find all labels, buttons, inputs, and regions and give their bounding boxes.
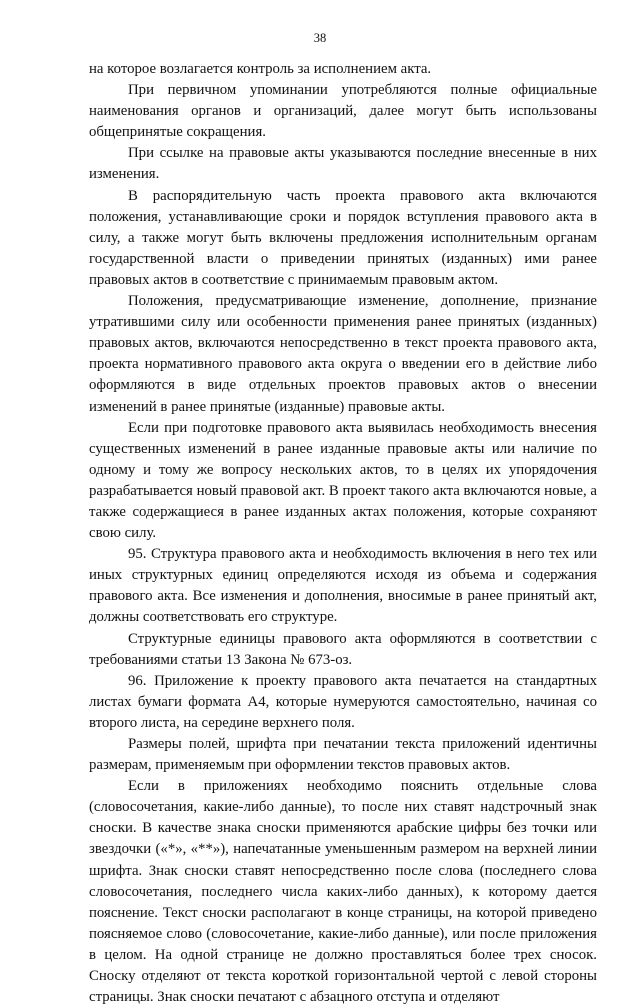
paragraph-item-95: 95. Структура правового акта и необходимость включения в него тех или иных структурных единиц определяются исходя из объема и содержания правового акта. Все изменения и дополнения, вносимые в ранее принятый акт, должны соответствовать его структуре.	[89, 546, 597, 626]
paragraph: Если в приложениях необходимо пояснить отдельные слова (словосочетания, какие-либо данные), то после них ставят надстрочный знак сноски. В качестве знака сноски применяются арабские цифры без точки или звездочки («*», «**»), напечатанные уменьшенным размером на верхней линии шрифта. Знак сноски ставят непосредственно после слова (последнего слова словосочетания, последнего числа каких-либо данных), к которому дается пояснение. Текст сноски располагают в конце страницы, на которой приведено поясняемое слово (словосочетание, какие-либо данные), или после приложения в целом. На одной странице не должно проставляться более трех сносок. Сноску отделяют от текста короткой горизонтальной чертой с левой стороны страницы. Знак сноски печатают с абзацного отступа и отделяют	[89, 778, 597, 1006]
paragraph: Если при подготовке правового акта выявилась необходимость внесения существенных изменений в ранее изданные правовые акты или наличие по одному и тому же вопросу нескольких актов, то в целях их упорядочения разрабатывается новый правовой акт. В проект такого акта включаются новые, а также содержащиеся в ранее изданных актах положения, которые сохраняют свою силу.	[89, 419, 597, 542]
page-body	[89, 59, 597, 1008]
paragraph: При первичном упоминании употребляются полные официальные наименования органов и организаций, далее могут быть использованы общепринятые сокращения.	[89, 82, 597, 141]
paragraph: При ссылке на правовые акты указываются последние внесенные в них изменения.	[89, 145, 597, 183]
paragraph: Структурные единицы правового акта оформляются в соответствии с требованиями статьи 13 Закона № 673-оз.	[89, 630, 597, 668]
page-number: 38	[313, 31, 327, 45]
paragraph: Положения, предусматривающие изменение, дополнение, признание утратившими силу или особенности применения ранее принятых (изданных) правовых актов, включаются непосредственно в текст проекта правового акта, проекта нормативного правового акта округа о введении его в действие либо оформляются в виде отдельных проектов правовых актов о внесении изменений в ранее принятые (изданные) правовые акты.	[89, 293, 597, 415]
paragraph-continuation: на которое возлагается контроль за исполнением акта.	[89, 61, 432, 77]
paragraph: В распорядительную часть проекта правового акта включаются положения, устанавливающие сроки и порядок вступления правового акта в силу, а также могут быть включены предложения исполнительным органам государственной власти о приведении принятых (изданных) ими ранее правовых актов в соответствие с принимаемым правовым актом.	[89, 187, 597, 288]
paragraph: Размеры полей, шрифта при печатании текста приложений идентичны размерам, применяемым при оформлении текстов правовых актов.	[89, 736, 597, 774]
paragraph-item-96: 96. Приложение к проекту правового акта печатается на стандартных листах бумаги формата А4, которые нумеруются самостоятельно, начиная со второго листа, на середине верхнего поля.	[89, 672, 597, 731]
